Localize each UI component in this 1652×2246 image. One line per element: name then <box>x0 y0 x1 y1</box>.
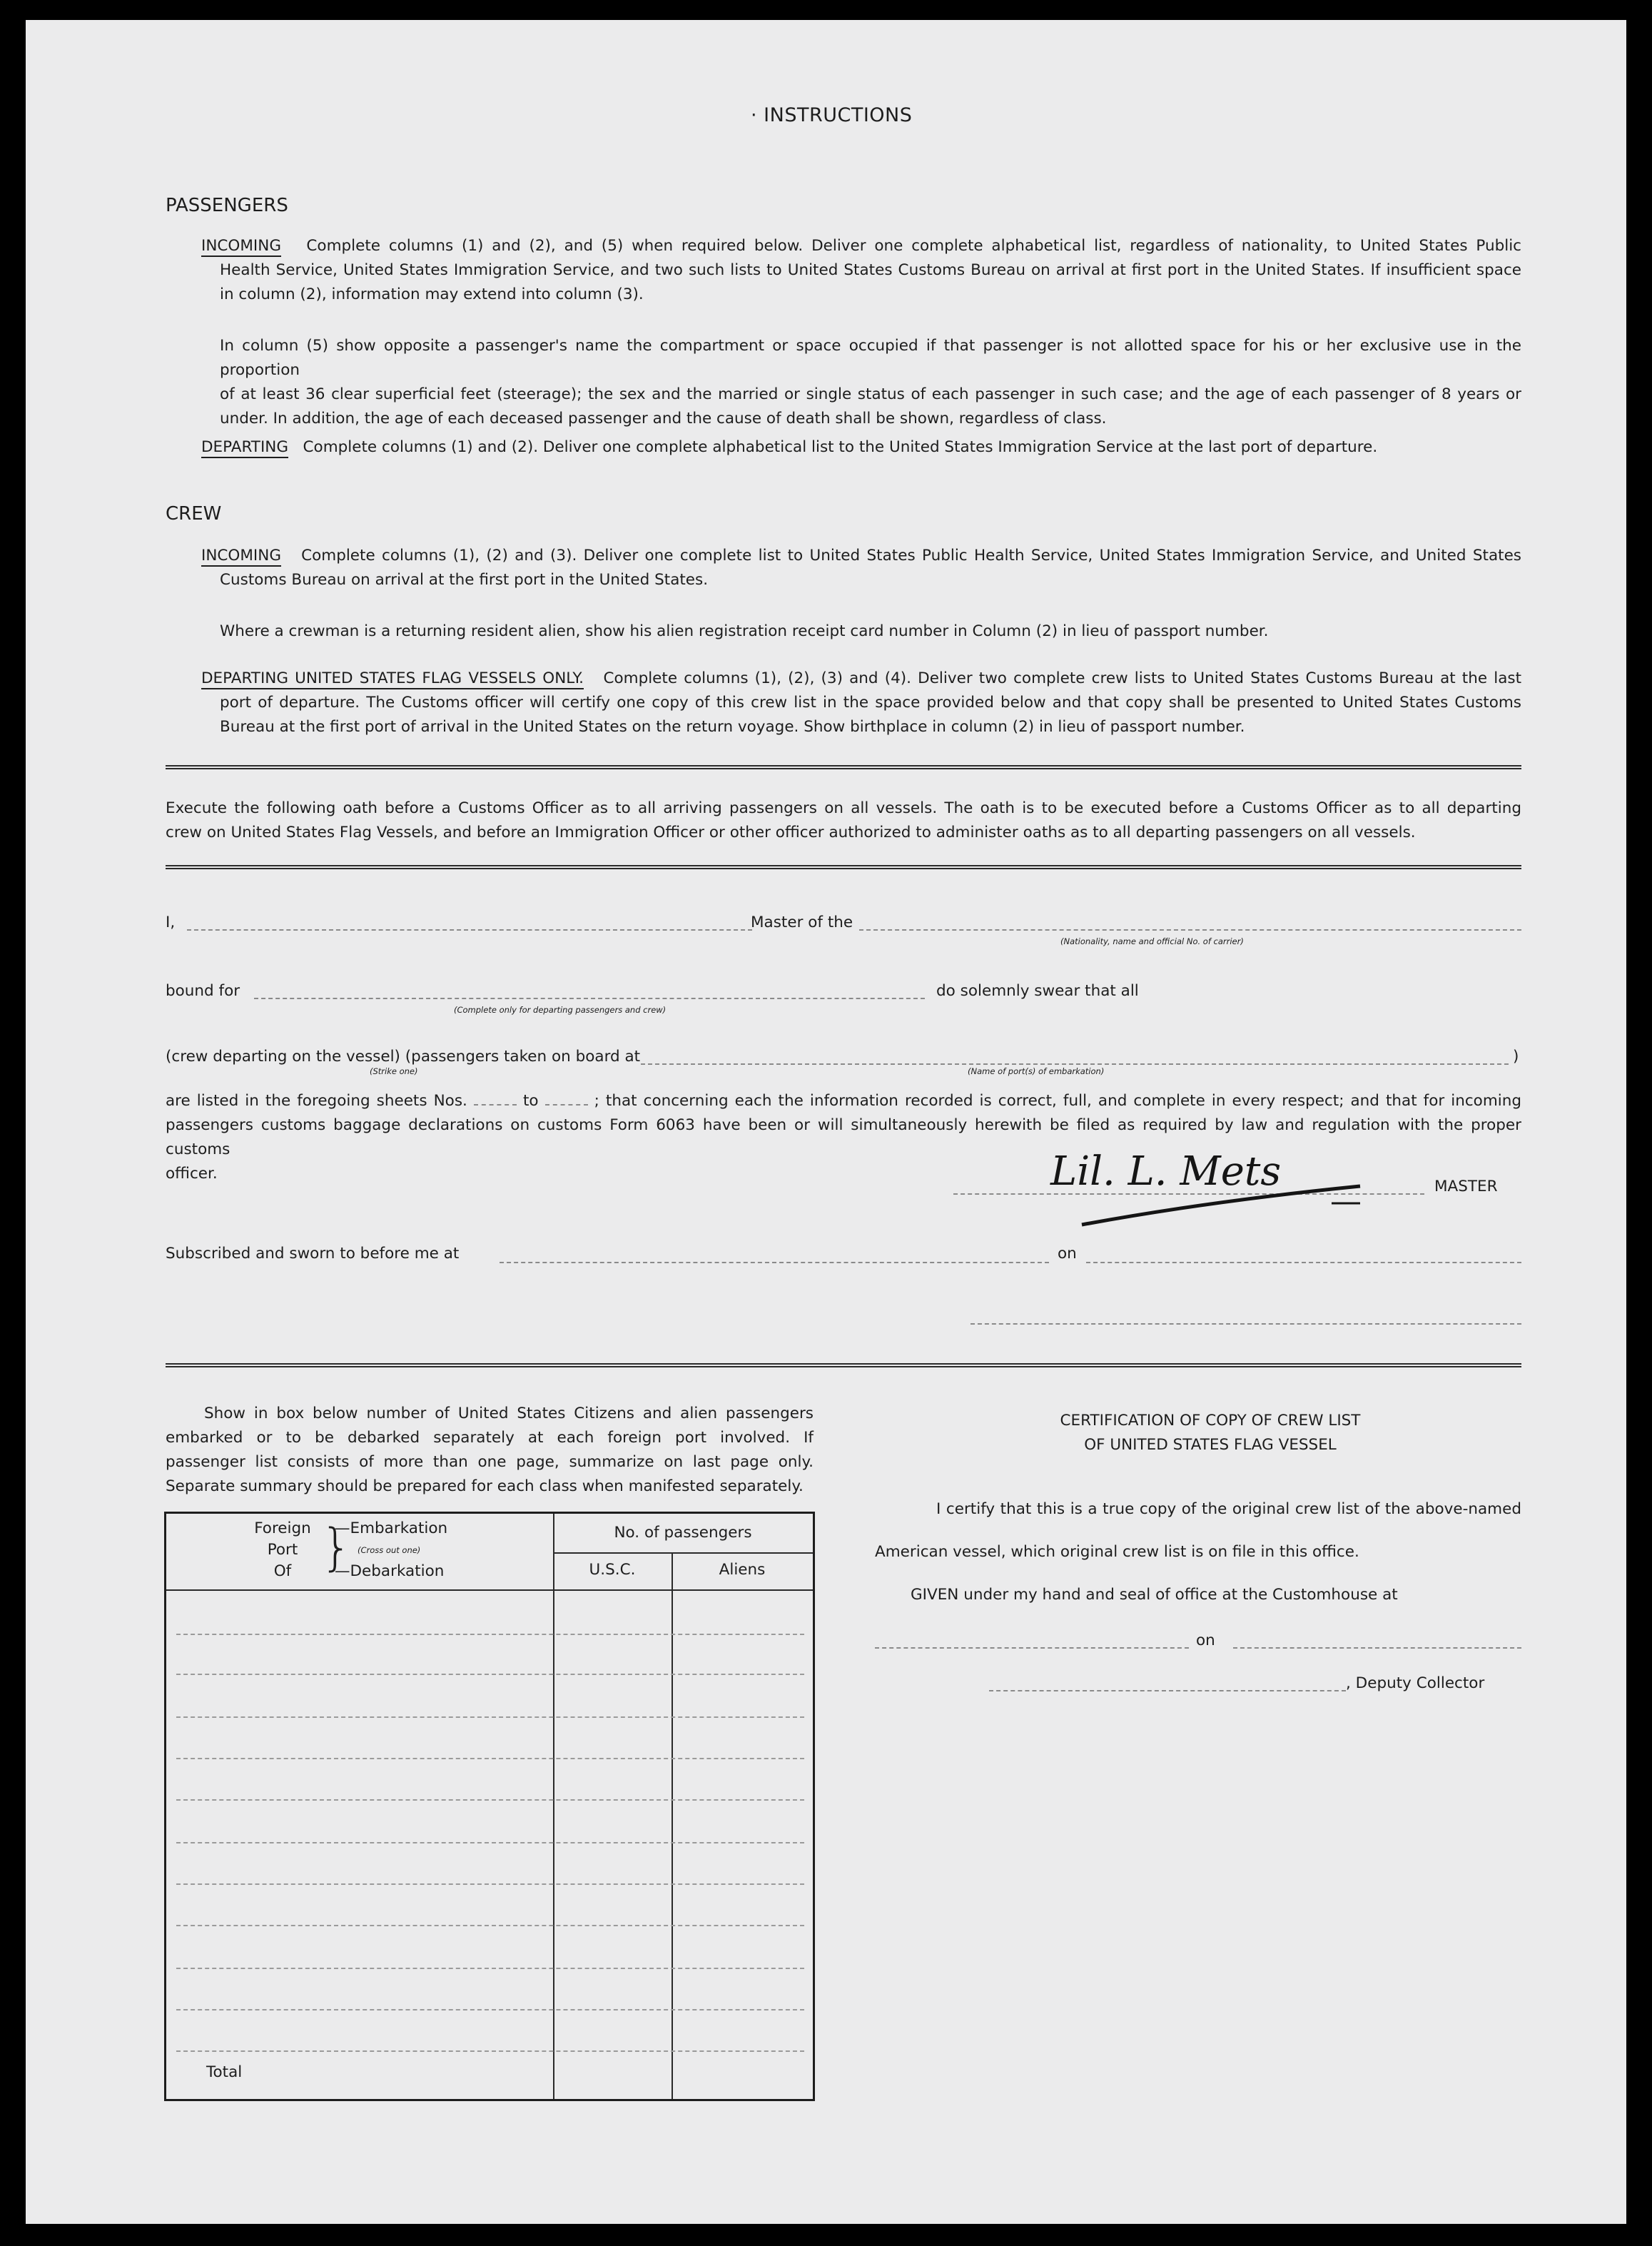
summary-row-line <box>176 2050 804 2052</box>
swear-text: do solemnly swear that all <box>936 982 1139 1000</box>
certification-line-2: American vessel, which original crew list is on file in this office. <box>875 1543 1359 1561</box>
column5-block <box>220 334 1521 431</box>
passengers-heading: PASSENGERS <box>166 195 288 216</box>
cross-out-note: (Cross out one) <box>358 1545 421 1555</box>
text-line: Show in box below number of United States Citizens and alien passengers <box>204 1405 814 1422</box>
divider-rule <box>166 865 1521 869</box>
passengers-incoming-block <box>201 234 1521 307</box>
sheet-to-field[interactable] <box>545 1104 588 1106</box>
subscribed-place-field[interactable] <box>500 1262 1049 1263</box>
total-label: Total <box>206 2063 243 2081</box>
summary-row-line <box>176 1758 804 1759</box>
passengers-departing-block: DEPARTING Complete columns (1) and (2). Deliver one complete alphabetical list to the United States Immigration Service at the last port of departure. <box>201 435 1521 460</box>
master-of-label: Master of the <box>751 914 853 931</box>
summary-row-line <box>176 2009 804 2010</box>
text-line: Separate summary should be prepared for each class when manifested separately. <box>166 1477 804 1495</box>
close-paren: ) <box>1513 1048 1519 1066</box>
bound-for-field[interactable] <box>254 998 925 999</box>
header-bottom-rule <box>166 1589 813 1591</box>
sheet-from-field[interactable] <box>474 1104 517 1106</box>
embarkation-label: —Embarkation <box>335 1519 448 1537</box>
text-line: under. In addition, the age of each deceased passenger and the cause of death shall be shown, regardless of class. <box>220 410 1107 428</box>
crew-heading: CREW <box>166 503 222 525</box>
form-page <box>26 20 1626 2224</box>
carrier-field[interactable] <box>859 929 1521 931</box>
deputy-collector-signature-field[interactable] <box>989 1690 1346 1691</box>
incoming-label: INCOMING <box>201 237 281 257</box>
divider-rule <box>166 1363 1521 1367</box>
text-line: passenger list consists of more than one page, summarize on last page only. <box>166 1453 814 1471</box>
subscribed-label: Subscribed and sworn to before me at <box>166 1245 460 1263</box>
summary-row-line <box>176 1925 804 1926</box>
certification-date-field[interactable] <box>1233 1647 1521 1649</box>
summary-row-line <box>176 1716 804 1718</box>
instructions-title: · INSTRUCTIONS <box>751 104 913 126</box>
carrier-note: (Nationality, name and official No. of carrier) <box>1060 936 1244 946</box>
text-line: in column (2), information may extend into column (3). <box>220 285 644 303</box>
summary-row-line <box>176 1842 804 1843</box>
divider-rule <box>166 765 1521 769</box>
departing-label: DEPARTING <box>201 438 288 458</box>
departing-flag-label: DEPARTING UNITED STATES FLAG VESSELS ONLY. <box>201 669 584 689</box>
ports-note: (Name of port(s) of embarkation) <box>968 1066 1105 1076</box>
master-name-field[interactable] <box>187 929 752 931</box>
text-line: officer. <box>166 1165 218 1183</box>
on-label: on <box>1058 1245 1077 1263</box>
resident-alien-text: Where a crewman is a returning resident alien, show his alien registration receipt card number in Column (2) in lieu of passport number. <box>220 622 1269 640</box>
debarkation-label: —Debarkation <box>335 1562 445 1580</box>
certification-on-label: on <box>1196 1632 1215 1649</box>
text-line: are listed in the foregoing sheets Nos. to ; that concerning each the information recorded is correct, full, and complete in every respect; and that for incoming <box>166 1092 1522 1110</box>
certification-title: CERTIFICATION OF COPY OF CREW LIST OF UNITED STATES FLAG VESSEL <box>1060 1412 1361 1454</box>
certification-line-1: I certify that this is a true copy of the original crew list of the above-named <box>936 1500 1521 1518</box>
bound-note: (Complete only for departing passengers and crew) <box>454 1005 667 1015</box>
summary-row-line <box>176 1968 804 1969</box>
crew-departing-block <box>201 667 1521 739</box>
embarkation-ports-field[interactable] <box>641 1063 1509 1065</box>
text-line: Health Service, United States Immigration Service, and two such lists to United States Customs Bureau on arrival at first port in the United States. If insufficient space <box>220 261 1521 279</box>
bullet-dot: · <box>751 104 764 126</box>
text-line: Bureau at the first port of arrival in the United States on the return voyage. Show birthplace in column (2) in lieu of passport number. <box>220 718 1245 736</box>
column-divider <box>553 1514 554 2099</box>
certification-place-field[interactable] <box>875 1647 1189 1649</box>
passenger-summary-box <box>164 1512 815 2101</box>
officer-signature-field[interactable] <box>971 1323 1521 1325</box>
crew-departing-text: (crew departing on the vessel) (passengers taken on board at <box>166 1048 641 1066</box>
header-divider <box>553 1552 813 1554</box>
oath-i-label: I, <box>166 914 176 931</box>
no-passengers-header: No. of passengers <box>614 1524 752 1542</box>
usc-header: U.S.C. <box>589 1561 636 1579</box>
deputy-collector-label: , Deputy Collector <box>1346 1674 1485 1692</box>
bound-for-label: bound for <box>166 982 240 1000</box>
incoming-label: INCOMING <box>201 547 281 567</box>
brace-glyph: } <box>320 1518 353 1577</box>
summary-row-line <box>176 1883 804 1885</box>
subscribed-date-field[interactable] <box>1086 1262 1521 1263</box>
text-line: INCOMING Complete columns (1), (2) and (3). Deliver one complete list to United States Public Health Service, United States Immigration Service, and United States <box>201 544 1521 568</box>
text-line: passengers customs baggage declarations on customs Form 6063 have been or will simultaneously herewith be filed as required by law and regulation with the proper customs <box>166 1116 1521 1158</box>
aliens-header: Aliens <box>719 1561 766 1579</box>
text-line: In column (5) show opposite a passenger's name the compartment or space occupied if that passenger is not allotted space for his or her exclusive use in the proportion <box>220 337 1521 379</box>
text-line: crew on United States Flag Vessels, and before an Immigration Officer or other officer authorized to administer oaths as to all departing passengers on all vessels. <box>166 824 1416 841</box>
text-line: Customs Bureau on arrival at the first port in the United States. <box>220 571 709 589</box>
master-signature <box>975 1140 1374 1248</box>
summary-row-line <box>176 1799 804 1801</box>
summary-row-line <box>176 1634 804 1635</box>
summary-instructions <box>166 1402 814 1499</box>
certification-line-3: GIVEN under my hand and seal of office at the Customhouse at <box>911 1586 1398 1604</box>
crew-incoming-block <box>201 544 1521 592</box>
oath-intro <box>166 796 1521 845</box>
text-line: of at least 36 clear superficial feet (steerage); the sex and the married or single status of each passenger in such case; and the age of each passenger of 8 years or <box>220 385 1521 403</box>
text-line: DEPARTING UNITED STATES FLAG VESSELS ONLY. Complete columns (1), (2), (3) and (4). Deliver two complete crew lists to United States Customs Bureau at the last <box>201 667 1521 691</box>
master-label: MASTER <box>1434 1178 1498 1195</box>
svg-text:Lil. L. Mets: Lil. L. Mets <box>1050 1148 1282 1195</box>
text-line: port of departure. The Customs officer will certify one copy of this crew list in the space provided below and that copy shall be presented to United States Customs <box>220 694 1521 712</box>
foreign-port-of-label: Foreign Port Of <box>254 1519 311 1580</box>
text-line: Execute the following oath before a Customs Officer as to all arriving passengers on all vessels. The oath is to be executed before a Customs Officer as to all departing <box>166 799 1521 817</box>
summary-row-line <box>176 1674 804 1675</box>
strike-note: (Strike one) <box>370 1066 418 1076</box>
text-line: INCOMING Complete columns (1) and (2), and (5) when required below. Deliver one complete alphabetical list, regardless of nationality, to United States Public <box>201 234 1521 258</box>
text-line: embarked or to be debarked separately at each foreign port involved. If <box>166 1429 814 1447</box>
